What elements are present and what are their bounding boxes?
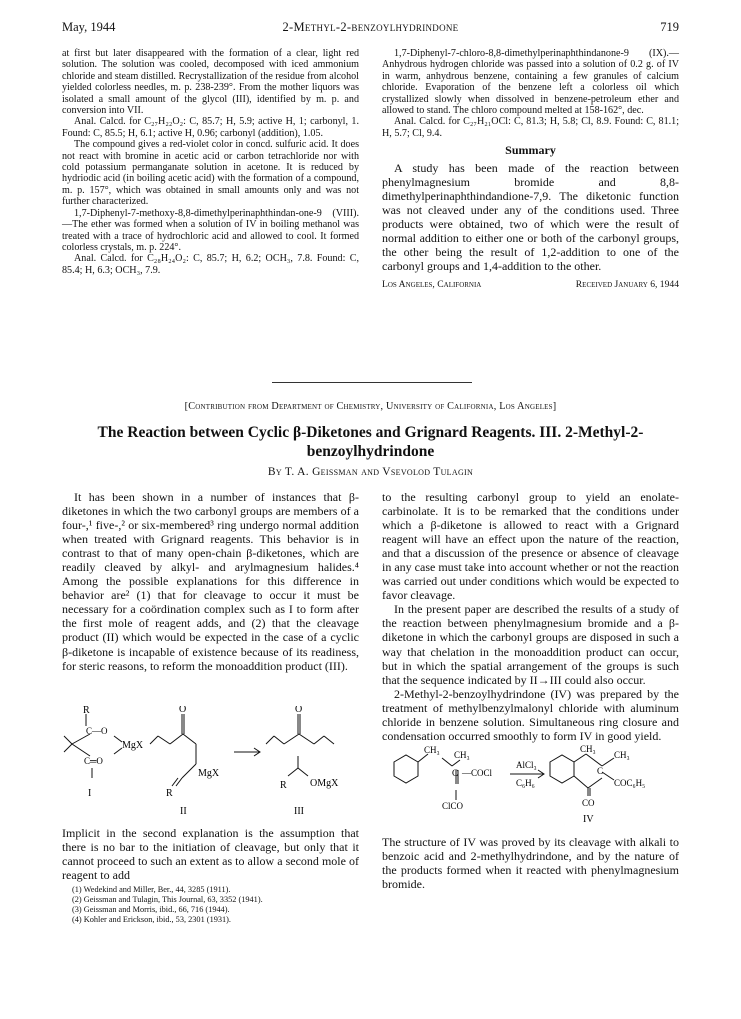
header-date: May, 1944 [62,20,116,34]
scheme-co-label: C═O [84,756,103,766]
paragraph: In the present paper are described the results of a study of the reaction between phenylmagnesium bromide and a β-diketone in which the carbonyl groups are disposed in such a way that chelation in the monoaddition product can occur, but in which the spatial arrangement of the groups is such that the sequence indicated by II→III could also occur. [382,602,679,687]
paragraph: Implicit in the second explanation is the assumption that there is no bar to the initiation of cleavage, but only that it cannot proceed to such an extent as to allow a second mole of reagent to add [62,826,359,883]
divider [272,382,472,383]
scheme-alcl3-label: AlCl₃ [516,760,537,770]
paragraph: It has been shown in a number of instances that β-diketones in which the two carbonyl groups are members of a four-,¹ five-,² or six-membered³ ring undergo normal addition when treated with Grignard reagents. This behavior is in contrast to that of many open-chain β-diketones, which are readily cleaved by alkyl- and arylmagnesium halides.⁴ Among the possible explanations for this difference in behavior are² (1) that for cleavage to occur it must be necessary for a coördination complex such as I to form after the first mole of reagent adds, and (2) that the cleavage product (II) which would be expected in the case of a cyclic β-diketone is incapable of existence because of its readiness, for steric reasons, to reform the monoaddition product (III). [62,490,359,673]
scheme-c-label: C [597,766,604,776]
footnote: (4) Kohler and Erickson, ibid., 53, 2301 (1931). [72,915,231,924]
header-title: 2-Methyl-2-benzoylhydrindone [282,20,459,34]
scheme-co-label: CO [582,798,595,808]
scheme-r-label: R [280,780,287,791]
received-date: Received January 6, 1944 [575,278,679,290]
analysis-line: Anal. Calcd. for C₂₈H₂₄O₂: C, 85.7; H, 6.2; OCH₃, 7.8. Found: C, 85.4; H, 6.3; OCH₃, 7.9. [62,253,359,276]
paragraph: 1,7-Diphenyl-7-methoxy-8,8-dimethylperinaphthindan-one-9 (VIII).—The ether was formed when a solution of IV in boiling methanol was treated with a trace of hydrochloric acid and allowed to cool. It formed colorless crystals, m. p. 224°. [62,207,359,253]
scheme-label-iii: III [294,806,304,817]
scheme-ch3-label: CH₃ [424,745,440,755]
left-top-column [62,48,359,276]
scheme-c-label: C [452,768,459,778]
scheme-label-i: I [88,788,92,799]
body-left-column [62,490,359,673]
scheme-ch3-label: CH₃ [614,750,630,760]
reaction-scheme-2 [382,744,679,828]
scheme-co-label: C—O [86,726,108,736]
page-number: 719 [660,20,679,34]
scheme-coc6h5-label: COC₆H₅ [614,778,646,788]
paragraph: at first but later disappeared with the formation of a clear, light red solution. The solution was cooled, decomposed with iced ammonium chloride and steam distilled. Recrystallization of the residue from alcohol yielded colorless needles, m. p. 238-239°. From the mother liquors was isolated a small amount of the glycol (III), identified by m. p. and conversion into VII. [62,48,359,117]
scheme-ch3-label: CH₃ [580,744,596,754]
running-header [62,20,679,40]
scheme-r-label: R [166,788,173,799]
paragraph: The structure of IV was proved by its cleavage with alkali to benzoic acid and 2-methylhydrindone, and by the nature of the products formed when it reacted with phenylmagnesium bromide. [382,835,679,892]
footnote: (1) Wedekind and Miller, Ber., 44, 3285 (1911). [72,885,231,894]
summary-heading: Summary [505,143,556,158]
scheme-c6h6-label: C₆H₆ [516,778,535,788]
scheme-1-svg [62,706,359,818]
scheme-ch3-label: CH₃ [454,750,470,760]
scheme-mgx-label: MgX [122,740,144,751]
scheme-2-svg [382,744,679,828]
article-title: The Reaction between Cyclic β-Diketones and Grignard Reagents. III. 2-Methyl-2-benzoylhydrindone [97,424,644,460]
summary-text: A study has been made of the reaction between phenylmagnesium bromide and 8,8-dimethylperinaphthindandione-7,9. The diketonic function was not cleaved under any of the conditions used. Three products were obtained, two of which were the result of normal addition to either one or both of the carbonyl groups, the other being the result of 1,2-addition to one of the carbonyl groups and 1,4-addition to the other. [382,160,679,273]
scheme-cocl-label: —COCl [462,768,493,778]
paragraph: to the resulting carbonyl group to yield an enolate-carbinolate. It is to be remarked that the conditions under which a β-diketone is allowed to react with a Grignard reagent will have an effect upon the nature of the reaction, and that a discussion of the presence or absence of cleavage in any case must take into account whether or not the reaction was carried out under conditions which would be expected to favor cleavage. [382,490,679,603]
scheme-o-label: O [295,706,303,715]
scheme-label-iv: IV [583,814,594,825]
reaction-scheme-1 [62,706,359,818]
footnote: (2) Geissman and Tulagin, This Journal, 63, 3352 (1941). [72,895,263,904]
body-left-continued [62,826,359,882]
address-place: Los Angeles, California [382,278,482,290]
body-right-column [382,490,679,743]
scheme-r-label: R [83,706,90,716]
scheme-label-ii: II [180,806,187,817]
footnotes [62,885,359,925]
right-top-column [382,48,679,291]
authors: By T. A. Geissman and Vsevolod Tulagin [267,466,474,478]
scheme-omgx-label: OMgX [310,778,339,789]
scheme-o-label: O [179,706,187,715]
scheme-mgx-label: MgX [198,768,220,779]
paragraph: 1,7-Diphenyl-7-chloro-8,8-dimethylperinaphthindanone-9 (IX).—Anhydrous hydrogen chloride was passed into a solution of 0.2 g. of IV in warm, anhydrous benzene, containing a few granules of calcium chloride. Evaporation of the benzene left a colorless oil which crystallized slowly when dissolved in benzene-petroleum ether and allowed to stand. The chloro compound melted at 158-162°, dec. [382,48,679,117]
paragraph: 2-Methyl-2-benzoylhydrindone (IV) was prepared by the treatment of methylbenzylmalonyl chloride with aluminum chloride in benzene solution. Simultaneous ring closure and condensation occurred smoothly to form IV in good yield. [382,686,679,743]
analysis-line: Anal. Calcd. for C₂₇H₂₂O₂: C, 85.7; H, 5.9; active H, 1; carbonyl, 1. Found: C, 85.5; H, 6.1; active H, 0.96; carbonyl (addition), 1.05. [62,116,359,139]
paragraph: The compound gives a red-violet color in concd. sulfuric acid. It does not react with bromine in acetic acid or carbon tetrachloride nor with cold potassium permanganate solution in acetone. It is reduced by hydriodic acid (in boiling acetic acid) with the formation of a compound, m. p. 157°, which was obtained in small amounts only and was not further characterized. [62,139,359,208]
scheme-clco-label: ClCO [442,801,464,811]
address-line [382,279,679,291]
analysis-line: Anal. Calcd. for C₂₇H₂₁OCl: C, 81.3; H, 5.8; Cl, 8.9. Found: C, 81.1; H, 5.7; Cl, 9.4. [382,116,679,139]
footnote: (3) Geissman and Morris, ibid., 66, 716 (1944). [72,905,230,914]
contribution-line: [Contribution from Department of Chemistry, University of California, Los Angeles] [184,401,557,412]
body-right-continued [382,835,679,891]
